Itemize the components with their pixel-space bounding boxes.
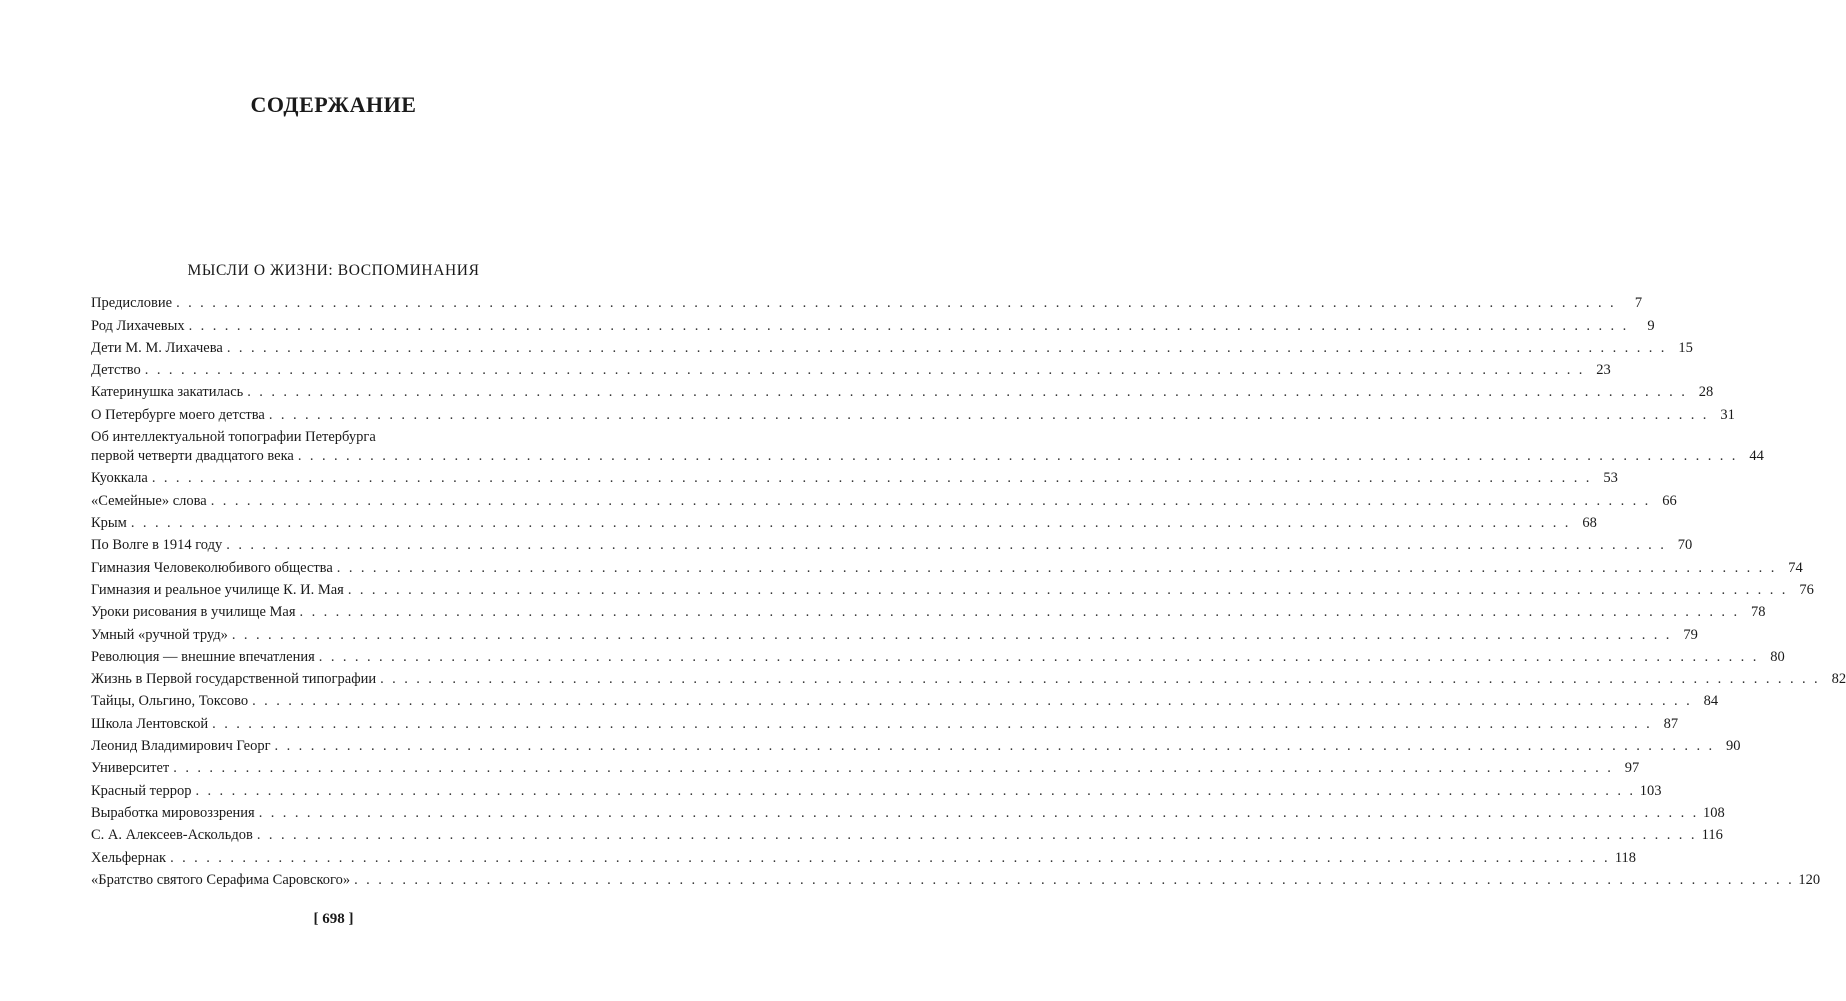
toc-entry-title: Крым xyxy=(91,515,127,532)
toc-entry xyxy=(91,645,1785,667)
dot-leader: . . . . . . . . . . . . . . . . . . . . . . . . . . . . . . . . . . . . . . . . . . . . . . . . . . . . . . . . . . . . . . . . . . . . . . . . . . . . . . . . . . . . . . . . . . . . . . . . . . . . . . . . . . . . . . . . . . . . . . . . xyxy=(354,871,1795,888)
page-title: СОДЕРЖАНИЕ xyxy=(250,92,417,117)
toc-entry-page: 7 xyxy=(1634,295,1643,312)
table-of-contents xyxy=(91,291,1846,890)
toc-entry xyxy=(91,380,1714,402)
toc-entry xyxy=(91,868,1821,890)
toc-entry-page: 53 xyxy=(1603,470,1618,487)
toc-entry-title: Предисловие xyxy=(91,295,173,312)
toc-entry-title: Выработка мировоззрения xyxy=(91,804,255,821)
toc-entry-page: 76 xyxy=(1799,581,1814,598)
toc-entry-page: 97 xyxy=(1624,760,1640,777)
toc-entry-page: 87 xyxy=(1663,715,1679,732)
toc-entry-title: О Петербурге моего детства xyxy=(91,406,265,423)
toc-entry xyxy=(91,466,1618,488)
dot-leader: . . . . . . . . . . . . . . . . . . . . . . . . . . . . . . . . . . . . . . . . . . . . . . . . . . . . . . . . . . . . . . . . . . . . . . . . . . . . . . . . . . . . . . . . . . . . . . . . . . . . . . . . . . . . . . . . . . . . . . . . xyxy=(188,317,1629,334)
toc-entry xyxy=(91,622,1698,644)
dot-leader: . . . . . . . . . . . . . . . . . . . . . . . . . . . . . . . . . . . . . . . . . . . . . . . . . . . . . . . . . . . . . . . . . . . . . . . . . . . . . . . . . . . . . . . . . . . . . . . . . . . . . . . . . . . . . . . . . . . . . . . . xyxy=(318,648,1759,665)
dot-leader: . . . . . . . . . . . . . . . . . . . . . . . . . . . . . . . . . . . . . . . . . . . . . . . . . . . . . . . . . . . . . . . . . . . . . . . . . . . . . . . . . . . . . . . . . . . . . . . . . . . . . . . . . . . . . . . . . . . . . . . . xyxy=(226,339,1667,356)
toc-entry xyxy=(91,711,1679,733)
dot-leader: . . . . . . . . . . . . . . . . . . . . . . . . . . . . . . . . . . . . . . . . . . . . . . . . . . . . . . . . . . . . . . . . . . . . . . . . . . . . . . . . . . . . . . . . . . . . . . . . . . . . . . . . . . . . . . . . . . . . . . . . xyxy=(231,626,1672,643)
toc-entry-title: Умный «ручной труд» xyxy=(91,626,228,643)
toc-entry-title: Гимназия и реальное училище К. И. Мая xyxy=(91,581,344,598)
toc-entry xyxy=(91,689,1719,711)
toc-entry-page: 82 xyxy=(1831,671,1846,688)
dot-leader: . . . . . . . . . . . . . . . . . . . . . . . . . . . . . . . . . . . . . . . . . . . . . . . . . . . . . . . . . . . . . . . . . . . . . . . . . . . . . . . . . . . . . . . . . . . . . . . . . . . . . . . . . . . . . . . . . . . . . . . . xyxy=(212,715,1653,732)
dot-leader: . . . . . . . . . . . . . . . . . . . . . . . . . . . . . . . . . . . . . . . . . . . . . . . . . . . . . . . . . . . . . . . . . . . . . . . . . . . . . . . . . . . . . . . . . . . . . . . . . . . . . . . . . . . . . . . . . . . . . . . . xyxy=(258,804,1699,821)
toc-entry-title: Куоккала xyxy=(91,470,148,487)
toc-entry xyxy=(91,402,1735,424)
toc-entry-title: Революция — внешние впечатления xyxy=(91,648,315,665)
toc-entry-page: 120 xyxy=(1798,871,1821,888)
toc-entry xyxy=(91,313,1655,335)
toc-entry-title: «Семейные» слова xyxy=(91,492,207,509)
dot-leader: . . . . . . . . . . . . . . . . . . . . . . . . . . . . . . . . . . . . . . . . . . . . . . . . . . . . . . . . . . . . . . . . . . . . . . . . . . . . . . . . . . . . . . . . . . . . . . . . . . . . . . . . . . . . . . . . . . . . . . . . xyxy=(176,295,1617,312)
dot-leader: . . . . . . . . . . . . . . . . . . . . . . . . . . . . . . . . . . . . . . . . . . . . . . . . . . . . . . . . . . . . . . . . . . . . . . . . . . . . . . . . . . . . . . . . . . . . . . . . . . . . . . . . . . . . . . . . . . . . . . . . xyxy=(173,760,1614,777)
toc-entry-title: Уроки рисования в училище Мая xyxy=(91,604,296,621)
dot-leader: . . . . . . . . . . . . . . . . . . . . . . . . . . . . . . . . . . . . . . . . . . . . . . . . . . . . . . . . . . . . . . . . . . . . . . . . . . . . . . . . . . . . . . . . . . . . . . . . . . . . . . . . . . . . . . . . . . . . . . . . xyxy=(195,782,1636,799)
toc-entry xyxy=(91,291,1643,313)
toc-entry-title: Жизнь в Первой государственной типографии xyxy=(91,671,377,688)
toc-entry-title: Род Лихачевых xyxy=(91,317,185,334)
toc-entry-page: 118 xyxy=(1614,849,1637,866)
toc-entry-title: Красный террор xyxy=(91,782,192,799)
toc-entry xyxy=(91,600,1766,622)
toc-entry-title-line1: Об интеллектуальной топографии Петербурга xyxy=(91,429,376,446)
dot-leader: . . . . . . . . . . . . . . . . . . . . . . . . . . . . . . . . . . . . . . . . . . . . . . . . . . . . . . . . . . . . . . . . . . . . . . . . . . . . . . . . . . . . . . . . . . . . . . . . . . . . . . . . . . . . . . . . . . . . . . . . xyxy=(247,384,1688,401)
toc-entry xyxy=(91,578,1814,600)
toc-entry-page: 78 xyxy=(1751,604,1766,621)
toc-entry-page: 44 xyxy=(1749,448,1764,465)
dot-leader: . . . . . . . . . . . . . . . . . . . . . . . . . . . . . . . . . . . . . . . . . . . . . . . . . . . . . . . . . . . . . . . . . . . . . . . . . . . . . . . . . . . . . . . . . . . . . . . . . . . . . . . . . . . . . . . . . . . . . . . . xyxy=(256,827,1697,844)
toc-entry-title-line2: первой четверти двадцатого века xyxy=(91,448,294,465)
toc-entry-title: Хельфернак xyxy=(91,849,167,866)
toc-entry-title: С. А. Алексеев-Аскольдов xyxy=(91,827,253,844)
toc-entry xyxy=(91,756,1640,778)
toc-entry xyxy=(91,488,1677,510)
toc-entry-title: Университет xyxy=(91,760,170,777)
toc-entry-page: 116 xyxy=(1701,827,1723,844)
dot-leader: . . . . . . . . . . . . . . . . . . . . . . . . . . . . . . . . . . . . . . . . . . . . . . . . . . . . . . . . . . . . . . . . . . . . . . . . . . . . . . . . . . . . . . . . . . . . . . . . . . . . . . . . . . . . . . . . . . . . . . . . xyxy=(336,559,1777,576)
dot-leader: . . . . . . . . . . . . . . . . . . . . . . . . . . . . . . . . . . . . . . . . . . . . . . . . . . . . . . . . . . . . . . . . . . . . . . . . . . . . . . . . . . . . . . . . . . . . . . . . . . . . . . . . . . . . . . . . . . . . . . . . xyxy=(274,738,1715,755)
toc-entry-title: Дети М. М. Лихачева xyxy=(91,339,223,356)
toc-entry xyxy=(91,667,1846,689)
toc-entry xyxy=(91,823,1723,845)
dot-leader: . . . . . . . . . . . . . . . . . . . . . . . . . . . . . . . . . . . . . . . . . . . . . . . . . . . . . . . . . . . . . . . . . . . . . . . . . . . . . . . . . . . . . . . . . . . . . . . . . . . . . . . . . . . . . . . . . . . . . . . . xyxy=(151,470,1592,487)
toc-entry-page: 28 xyxy=(1698,384,1714,401)
toc-entry-page: 103 xyxy=(1639,782,1662,799)
dot-leader: . . . . . . . . . . . . . . . . . . . . . . . . . . . . . . . . . . . . . . . . . . . . . . . . . . . . . . . . . . . . . . . . . . . . . . . . . . . . . . . . . . . . . . . . . . . . . . . . . . . . . . . . . . . . . . . . . . . . . . . . xyxy=(210,492,1651,509)
dot-leader: . . . . . . . . . . . . . . . . . . . . . . . . . . . . . . . . . . . . . . . . . . . . . . . . . . . . . . . . . . . . . . . . . . . . . . . . . . . . . . . . . . . . . . . . . . . . . . . . . . . . . . . . . . . . . . . . . . . . . . . . xyxy=(252,693,1693,710)
toc-entry-title: Тайцы, Ольгино, Токсово xyxy=(91,693,249,710)
toc-entry xyxy=(91,734,1741,756)
dot-leader: . . . . . . . . . . . . . . . . . . . . . . . . . . . . . . . . . . . . . . . . . . . . . . . . . . . . . . . . . . . . . . . . . . . . . . . . . . . . . . . . . . . . . . . . . . . . . . . . . . . . . . . . . . . . . . . . . . . . . . . . xyxy=(347,581,1788,598)
toc-entry xyxy=(91,358,1611,380)
toc-entry-title: Леонид Владимирович Георг xyxy=(91,738,271,755)
dot-leader: . . . . . . . . . . . . . . . . . . . . . . . . . . . . . . . . . . . . . . . . . . . . . . . . . . . . . . . . . . . . . . . . . . . . . . . . . . . . . . . . . . . . . . . . . . . . . . . . . . . . . . . . . . . . . . . . . . . . . . . . xyxy=(144,362,1585,379)
toc-entry xyxy=(91,555,1803,577)
page-number: [ 698 ] xyxy=(313,911,354,927)
toc-entry-page: 70 xyxy=(1677,537,1693,554)
dot-leader: . . . . . . . . . . . . . . . . . . . . . . . . . . . . . . . . . . . . . . . . . . . . . . . . . . . . . . . . . . . . . . . . . . . . . . . . . . . . . . . . . . . . . . . . . . . . . . . . . . . . . . . . . . . . . . . . . . . . . . . . xyxy=(130,515,1571,532)
toc-entry-title: «Братство святого Серафима Саровского» xyxy=(91,871,351,888)
dot-leader: . . . . . . . . . . . . . . . . . . . . . . . . . . . . . . . . . . . . . . . . . . . . . . . . . . . . . . . . . . . . . . . . . . . . . . . . . . . . . . . . . . . . . . . . . . . . . . . . . . . . . . . . . . . . . . . . . . . . . . . . xyxy=(380,671,1821,688)
toc-entry-page: 66 xyxy=(1662,492,1677,509)
toc-entry-page: 23 xyxy=(1596,362,1611,379)
toc-entry xyxy=(91,425,1764,466)
dot-leader: . . . . . . . . . . . . . . . . . . . . . . . . . . . . . . . . . . . . . . . . . . . . . . . . . . . . . . . . . . . . . . . . . . . . . . . . . . . . . . . . . . . . . . . . . . . . . . . . . . . . . . . . . . . . . . . . . . . . . . . . xyxy=(299,604,1740,621)
toc-entry xyxy=(91,511,1597,533)
toc-entry-title: По Волге в 1914 году xyxy=(91,537,223,554)
toc-entry-page: 108 xyxy=(1702,804,1725,821)
dot-leader: . . . . . . . . . . . . . . . . . . . . . . . . . . . . . . . . . . . . . . . . . . . . . . . . . . . . . . . . . . . . . . . . . . . . . . . . . . . . . . . . . . . . . . . . . . . . . . . . . . . . . . . . . . . . . . . . . . . . . . . . xyxy=(226,537,1667,554)
dot-leader: . . . . . . . . . . . . . . . . . . . . . . . . . . . . . . . . . . . . . . . . . . . . . . . . . . . . . . . . . . . . . . . . . . . . . . . . . . . . . . . . . . . . . . . . . . . . . . . . . . . . . . . . . . . . . . . . . . . . . . . . xyxy=(297,448,1738,465)
dot-leader: . . . . . . . . . . . . . . . . . . . . . . . . . . . . . . . . . . . . . . . . . . . . . . . . . . . . . . . . . . . . . . . . . . . . . . . . . . . . . . . . . . . . . . . . . . . . . . . . . . . . . . . . . . . . . . . . . . . . . . . . xyxy=(268,406,1709,423)
toc-entry xyxy=(91,336,1693,358)
toc-entry-page: 15 xyxy=(1678,339,1693,356)
toc-entry-title: Катеринушка закатилась xyxy=(91,384,244,401)
toc-entry xyxy=(91,845,1637,867)
toc-entry-page: 80 xyxy=(1770,648,1785,665)
toc-entry-page: 84 xyxy=(1703,693,1719,710)
section-title: МЫСЛИ О ЖИЗНИ: ВОСПОМИНАНИЯ xyxy=(187,262,480,279)
dot-leader: . . . . . . . . . . . . . . . . . . . . . . . . . . . . . . . . . . . . . . . . . . . . . . . . . . . . . . . . . . . . . . . . . . . . . . . . . . . . . . . . . . . . . . . . . . . . . . . . . . . . . . . . . . . . . . . . . . . . . . . . xyxy=(170,849,1611,866)
toc-entry xyxy=(91,533,1693,555)
toc-entry xyxy=(91,778,1662,800)
toc-entry-page: 31 xyxy=(1720,406,1735,423)
toc-entry-title: Детство xyxy=(91,362,141,379)
toc-entry-title: Гимназия Человеколюбивого общества xyxy=(91,559,333,576)
toc-entry xyxy=(91,801,1725,823)
toc-entry-title: Школа Лентовской xyxy=(91,715,209,732)
toc-entry-page: 79 xyxy=(1683,626,1698,643)
toc-entry-page: 74 xyxy=(1788,559,1803,576)
toc-entry-page: 68 xyxy=(1582,515,1597,532)
toc-entry-page: 90 xyxy=(1726,738,1741,755)
toc-entry-page: 9 xyxy=(1647,317,1655,334)
